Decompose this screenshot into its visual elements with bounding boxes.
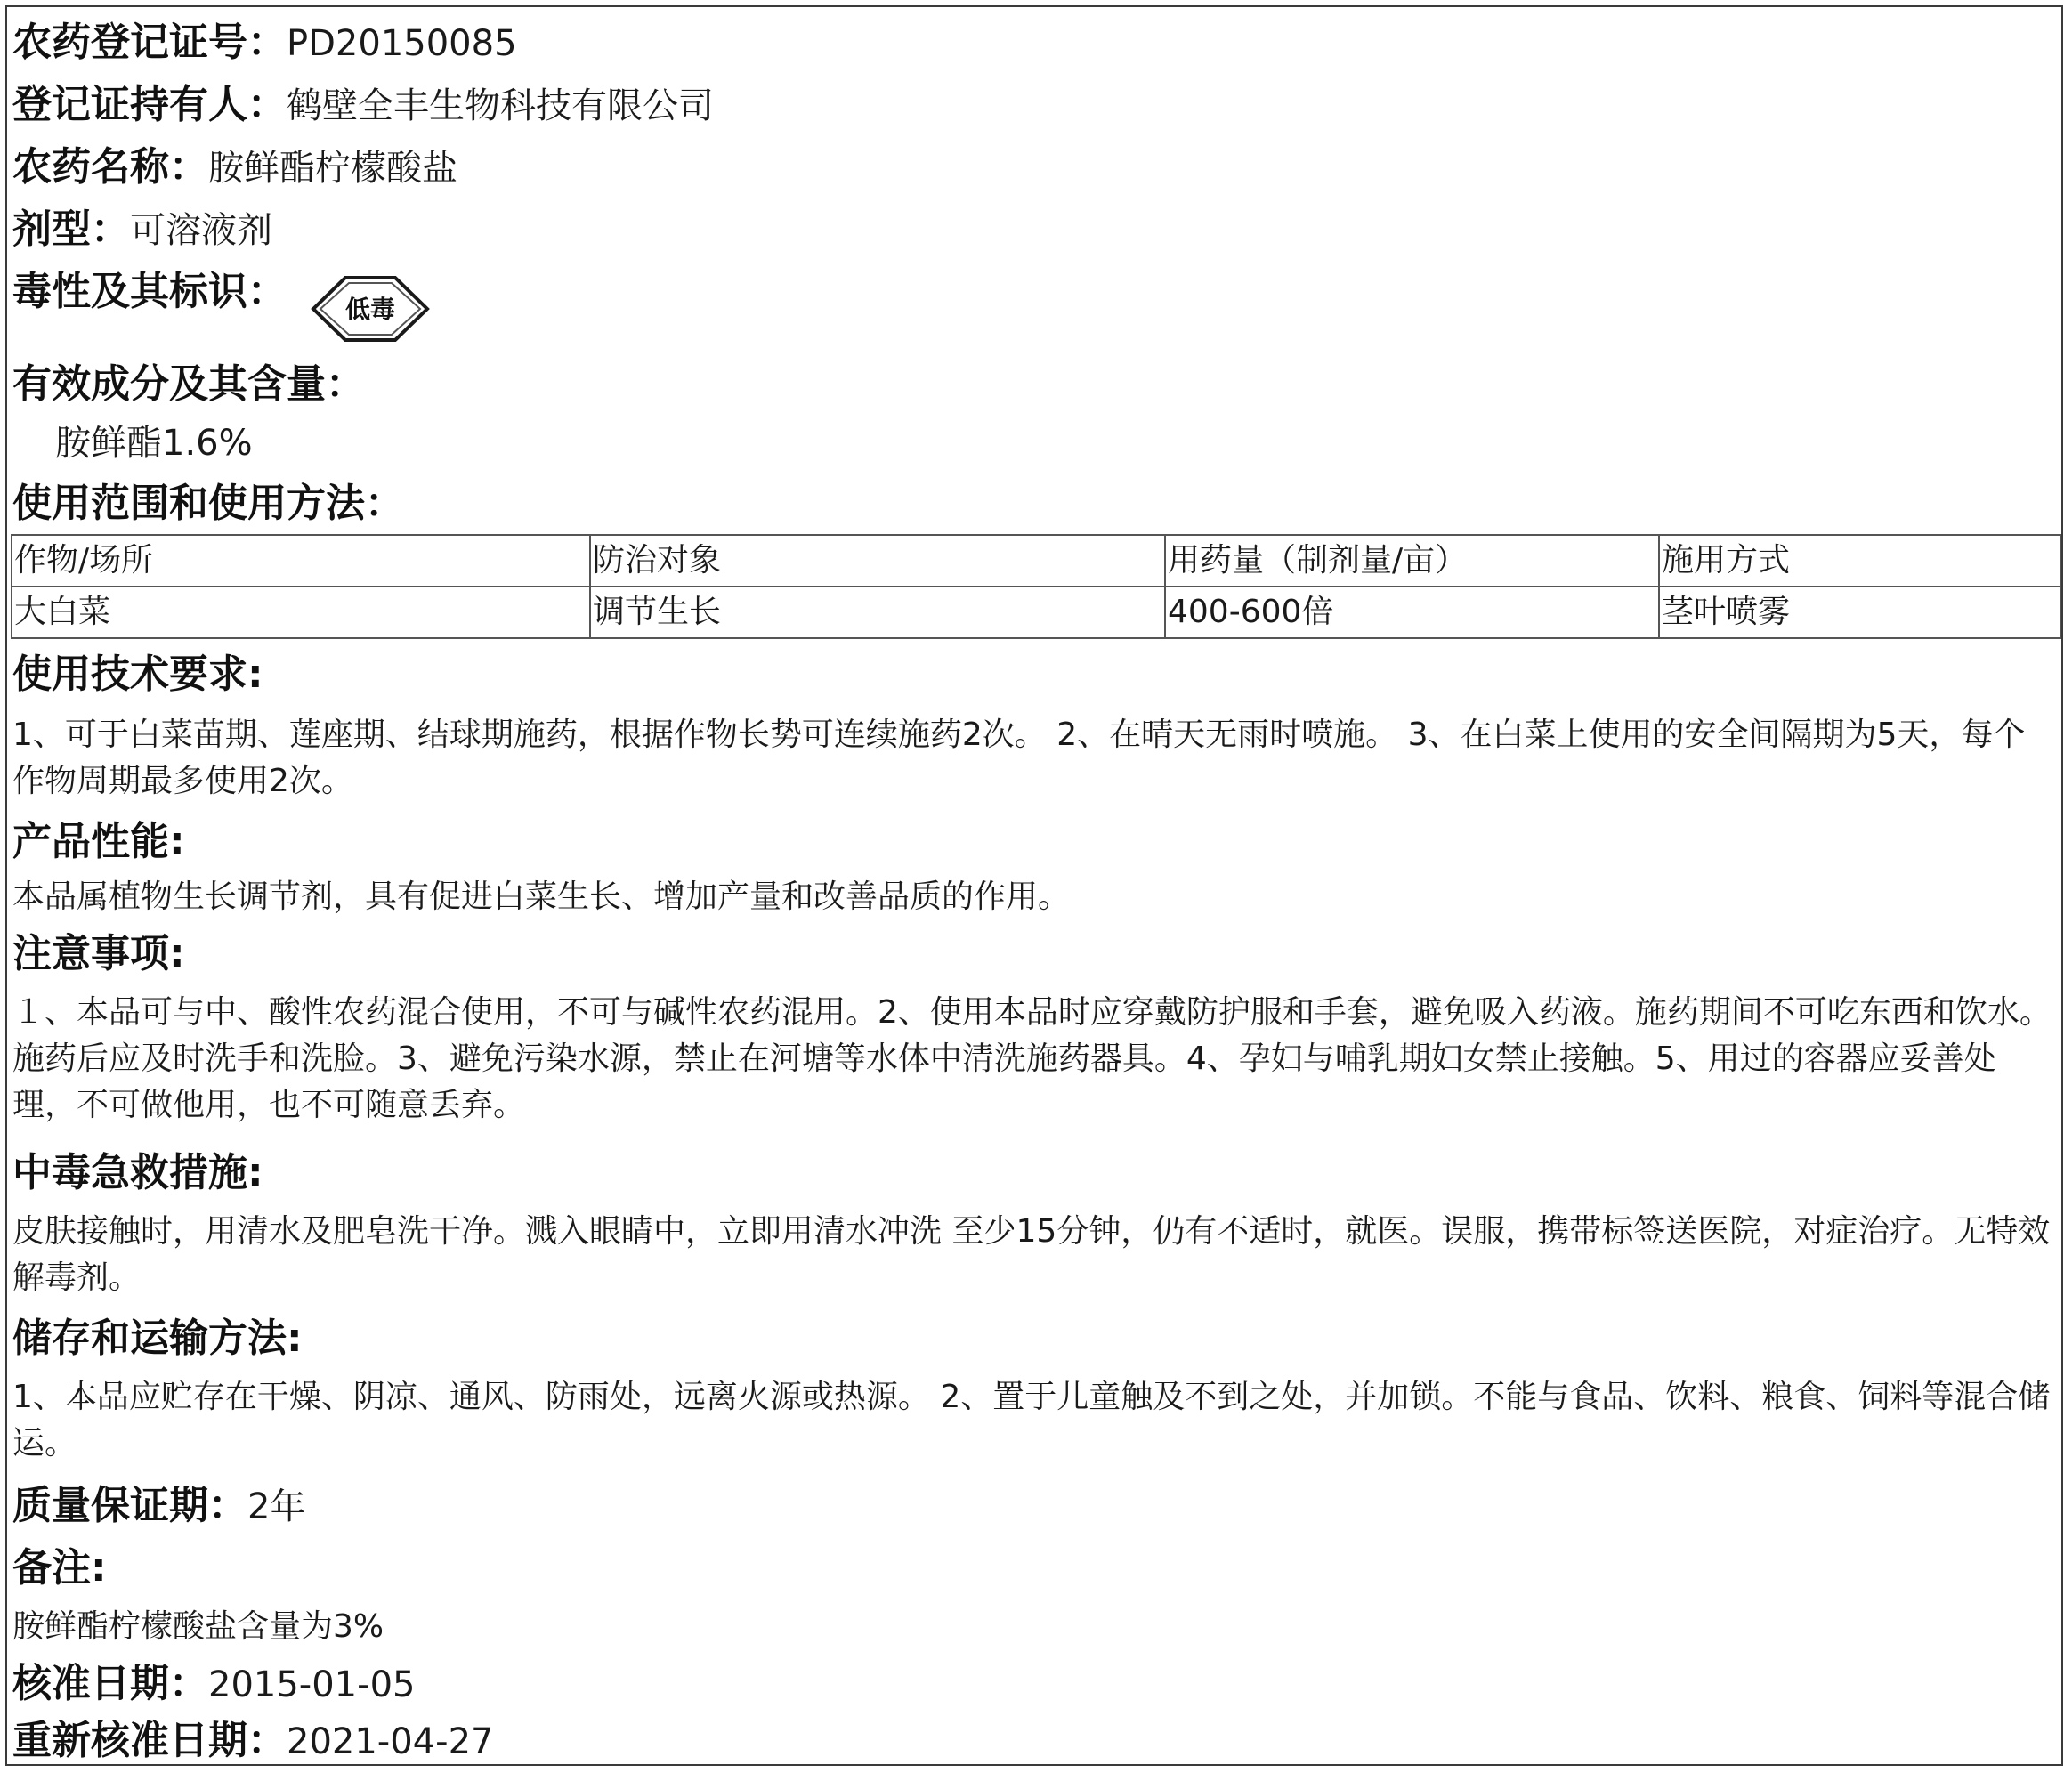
name-label: 农药名称：	[12, 144, 208, 190]
name-value: 胺鲜酯柠檬酸盐	[208, 148, 457, 189]
header-crop: 作物/场所	[12, 535, 590, 587]
caution-row	[12, 931, 185, 977]
remarks-label: 备注:	[12, 1545, 107, 1591]
performance-label: 产品性能:	[12, 819, 185, 864]
reg-no-label: 农药登记证号：	[12, 20, 287, 65]
tech-row	[12, 652, 263, 698]
reg-no-value: PD20150085	[287, 23, 517, 64]
toxicity-badge-text: 低毒	[344, 295, 396, 324]
approval-row	[12, 1661, 415, 1708]
approval-value: 2015-01-05	[208, 1664, 416, 1705]
holder-row	[12, 82, 714, 129]
first-aid-text: 皮肤接触时，用清水及肥皂洗干净。溅入眼睛中，立即用清水冲洗 至少15分钟，仍有不适时，就医。误服，携带标签送医院，对症治疗。无特效解毒剂。	[12, 1213, 2051, 1296]
performance-text: 本品属植物生长调节剂，具有促进白菜生长、增加产量和改善品质的作用。	[12, 878, 1071, 915]
cell-crop: 大白菜	[12, 587, 590, 638]
formulation-row	[12, 206, 272, 254]
holder-value: 鹤壁全丰生物科技有限公司	[287, 85, 714, 126]
header-target: 防治对象	[590, 535, 1165, 587]
ingredients-row	[12, 361, 365, 408]
low-toxicity-diamond-icon	[310, 274, 431, 344]
first-aid-label: 中毒急救措施:	[12, 1150, 263, 1195]
formulation-value: 可溶液剂	[130, 210, 272, 251]
usage-table-header	[12, 535, 2060, 587]
approval-label: 核准日期：	[12, 1661, 208, 1706]
performance-row	[12, 819, 185, 865]
storage-text: 1、本品应贮存在干燥、阴凉、通风、防雨处，远离火源或热源。 2、置于儿童触及不到之处，并加锁。不能与食品、饮料、粮食、饲料等混合储运。	[12, 1379, 2051, 1461]
remarks-row	[12, 1545, 107, 1591]
remarks-text: 胺鲜酯柠檬酸盐含量为3%	[12, 1608, 384, 1645]
reg-no-row	[12, 20, 517, 67]
header-dosage: 用药量（制剂量/亩）	[1165, 535, 1659, 587]
usage-table	[11, 534, 2061, 639]
pesticide-registration-sheet	[5, 5, 2063, 1766]
formulation-label: 剂型：	[12, 206, 130, 252]
reapproval-value: 2021-04-27	[287, 1721, 494, 1762]
holder-label: 登记证持有人：	[12, 82, 287, 127]
tech-label: 使用技术要求:	[12, 652, 263, 697]
cell-dosage: 400-600倍	[1165, 587, 1659, 638]
storage-row	[12, 1316, 303, 1362]
name-row	[12, 144, 457, 191]
reapproval-label: 重新核准日期：	[12, 1718, 287, 1763]
storage-label: 储存和运输方法:	[12, 1316, 303, 1361]
caution-text: １、本品可与中、酸性农药混合使用，不可与碱性农药混用。2、使用本品时应穿戴防护服和手套，避免吸入药液。施药期间不可吃东西和饮水。施药后应及时洗手和洗脸。3、避免污染水源，禁止在河塘等水体中清洗施药器具。4、孕妇与哺乳期妇女禁止接触。5、用过的容器应妥善处理，不可做他用，也不可随意丢弃。	[12, 994, 2052, 1123]
table-row	[12, 587, 2060, 638]
ingredients-value: 胺鲜酯1.6%	[55, 423, 253, 464]
cell-method: 茎叶喷雾	[1659, 587, 2060, 638]
first-aid-row	[12, 1150, 263, 1196]
warranty-label: 质量保证期：	[12, 1483, 247, 1528]
caution-label: 注意事项:	[12, 931, 185, 976]
toxicity-row	[12, 269, 287, 315]
tech-text: 1、可于白菜苗期、莲座期、结球期施药，根据作物长势可连续施药2次。 2、在晴天无雨时喷施。 3、在白菜上使用的安全间隔期为5天，每个作物周期最多使用2次。	[12, 716, 2026, 799]
toxicity-label: 毒性及其标识：	[12, 269, 287, 314]
reapproval-row	[12, 1718, 493, 1765]
cell-target: 调节生长	[590, 587, 1165, 638]
warranty-row	[12, 1483, 305, 1530]
warranty-value: 2年	[247, 1486, 306, 1527]
usage-label: 使用范围和使用方法：	[12, 481, 404, 526]
usage-row	[12, 481, 404, 527]
header-method: 施用方式	[1659, 535, 2060, 587]
ingredients-label: 有效成分及其含量：	[12, 361, 365, 407]
